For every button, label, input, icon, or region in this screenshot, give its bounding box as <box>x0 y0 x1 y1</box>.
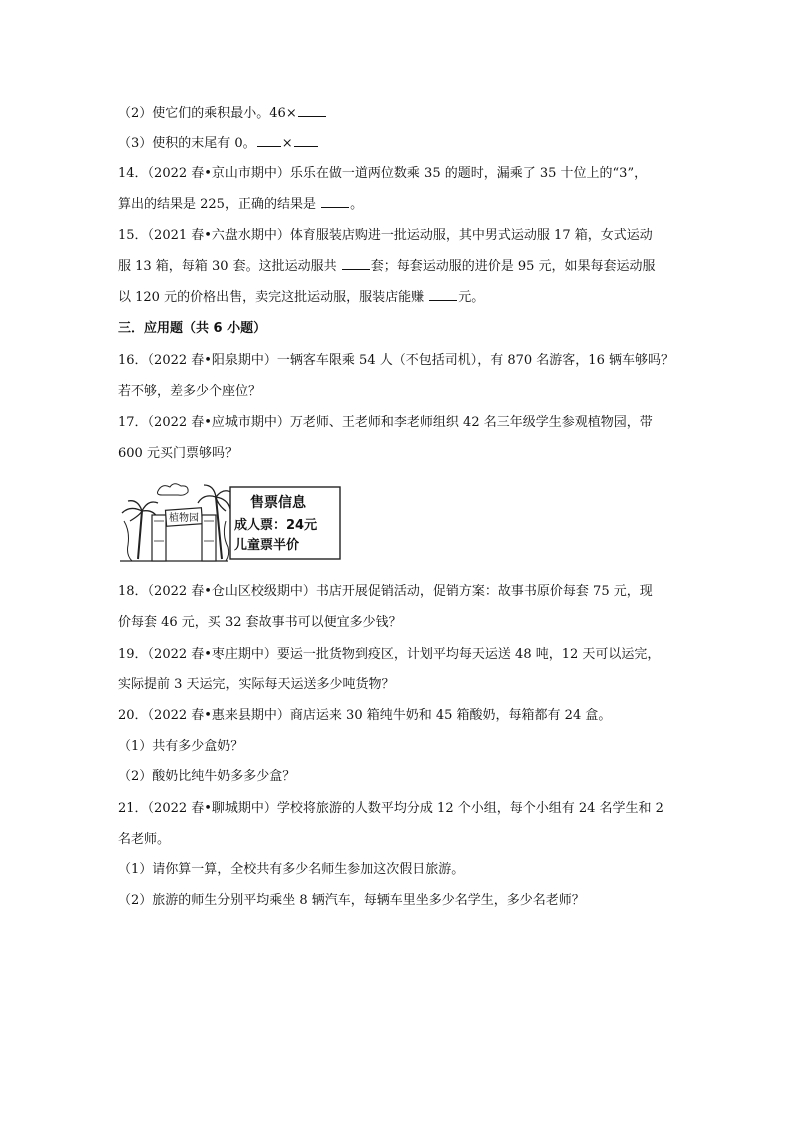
q15-text: 服 13 箱，每箱 30 套。这批运动服共 <box>118 259 341 274</box>
q16-line2: 若不够，差多少个座位？ <box>118 384 262 399</box>
q13-part3-text: （3）使积的末尾有 0。 <box>118 136 256 151</box>
times-sign: × <box>281 136 293 151</box>
q14-line2 <box>118 195 678 214</box>
q21-part2: （2）旅游的师生分别平均乘坐 8 辆汽车，每辆车里坐多少名学生，多少名老师？ <box>118 893 585 908</box>
q15-text-2: 套；每套运动服的进价是 95 元，如果每套运动服 <box>370 259 656 274</box>
q15-text-3: 以 120 元的价格出售，卖完这批运动服，服装店能赚 <box>118 290 429 305</box>
answer-blank[interactable] <box>429 288 457 301</box>
q18-line1: 18．（2022 春•仓山区校级期中）书店开展促销活动，促销方案：故事书原价每套 75 元，现 <box>118 584 653 599</box>
q18-line2: 价每套 46 元，买 32 套故事书可以便宜多少钱？ <box>118 615 402 630</box>
ticket-title: 售票信息 <box>250 495 306 511</box>
q19-line2: 实际提前 3 天运完，实际每天运送多少吨货物？ <box>118 677 395 692</box>
q20-part2: （2）酸奶比纯牛奶多多少盒？ <box>118 769 296 784</box>
answer-blank[interactable] <box>298 104 326 117</box>
q20-part1: （1）共有多少盒奶？ <box>118 739 244 754</box>
q15-line2 <box>118 257 678 276</box>
botanical-garden-illustration <box>118 481 342 563</box>
q17-line2: 600 元买门票够吗？ <box>118 446 238 461</box>
q17-line1: 17．（2022 春•应城市期中）万老师、王老师和李老师组织 42 名三年级学生参观植物园，带 <box>118 415 653 430</box>
gate-sign-text: 植物园 <box>169 513 199 524</box>
q19-line1: 19．（2022 春•枣庄期中）要运一批货物到疫区，计划平均每天运送 48 吨，12 天可以运完， <box>118 647 661 662</box>
q13-part3 <box>118 134 678 153</box>
answer-blank[interactable] <box>257 134 281 147</box>
q15-line3 <box>118 288 678 307</box>
period: 。 <box>350 197 364 212</box>
q16-line1: 16．（2022 春•阳泉期中）一辆客车限乘 54 人（不包括司机），有 870 名游客，16 辆车够吗？ <box>118 353 674 368</box>
q21-line2: 名老师。 <box>118 832 171 847</box>
answer-blank[interactable] <box>342 257 370 270</box>
answer-blank[interactable] <box>321 195 349 208</box>
q13-part2 <box>118 104 678 123</box>
q14-text: 算出的结果是 225，正确的结果是 <box>118 197 321 212</box>
q13-part2-text: （2）使它们的乘积最小。46× <box>118 106 297 121</box>
q20-line1: 20．（2022 春•惠来县期中）商店运来 30 箱纯牛奶和 45 箱酸奶，每箱都有 24 盒。 <box>118 708 612 723</box>
answer-blank[interactable] <box>294 134 318 147</box>
q15-text-4: 元。 <box>458 290 485 305</box>
ticket-child-price: 儿童票半价 <box>234 538 300 553</box>
q14-line1: 14．（2022 春•京山市期中）乐乐在做一道两位数乘 35 的题时，漏乘了 35 十位上的“3”， <box>118 166 648 181</box>
q21-part1: （1）请你算一算，全校共有多少名师生参加这次假日旅游。 <box>118 862 465 877</box>
q15-line1: 15．（2021 春•六盘水期中）体育服装店购进一批运动服，其中男式运动服 17 箱，女式运动 <box>118 228 653 243</box>
ticket-adult-price: 成人票：24元 <box>234 518 318 533</box>
section-heading: 三．应用题（共 6 小题） <box>118 321 267 336</box>
q21-line1: 21．（2022 春•聊城期中）学校将旅游的人数平均分成 12 个小组，每个小组有 24 名学生和 2 <box>118 801 664 816</box>
